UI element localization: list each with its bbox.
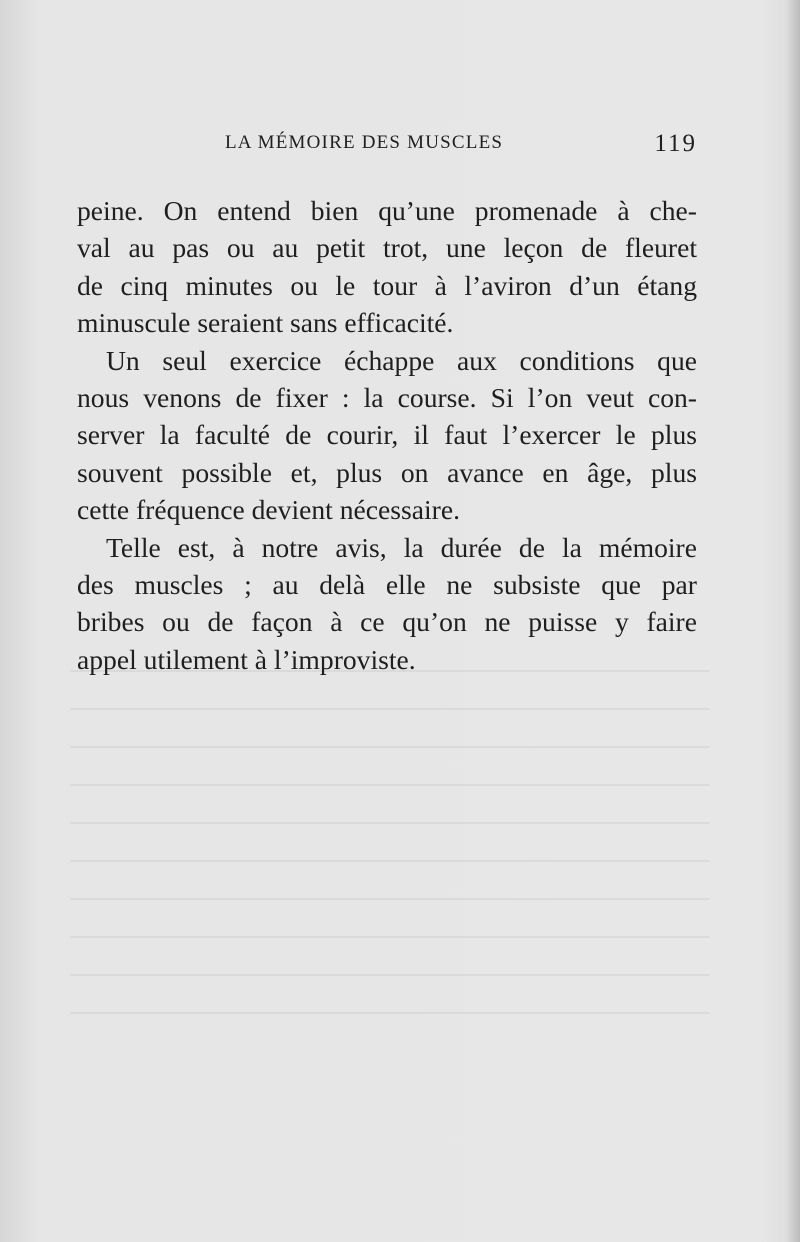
text-line: nous venons de fixer : la course. Si l’on veut con- [77,381,697,413]
show-through-texture [70,670,710,1090]
text-line: bribes ou de façon à ce qu’on ne puisse y faire [77,606,697,638]
text-line: des muscles ; au delà elle ne subsiste que par [77,568,697,600]
text-line: val au pas ou au petit trot, une leçon de fleuret [77,232,697,264]
text-line: Telle est, à notre avis, la durée de la mémoire [106,531,697,563]
text-line: de cinq minutes ou le tour à l’aviron d’un étang [77,269,697,301]
body-text [77,192,697,678]
text-line: Un seul exercice échappe aux conditions que [106,344,697,376]
text-line: server la faculté de courir, il faut l’exercer le plus [77,419,697,451]
text-line: appel utilement à l’improviste. [77,643,416,675]
page-number: 119 [654,130,697,157]
text-line: minuscule seraient sans efficacité. [77,307,454,339]
text-line: cette fréquence devient nécessaire. [77,494,461,526]
running-title: LA MÉMOIRE DES MUSCLES [225,132,504,153]
running-head [77,132,697,160]
text-line: souvent possible et, plus on avance en âge, plus [77,456,697,488]
text-line: peine. On entend bien qu’une promenade à che- [77,195,697,226]
